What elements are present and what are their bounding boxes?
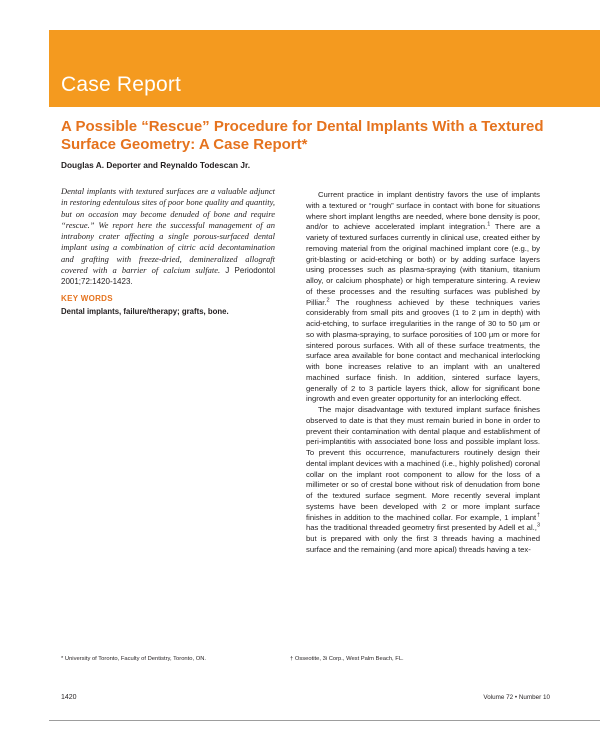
body-paragraph-2 [306, 405, 540, 556]
reference-mark: 2 [326, 296, 330, 303]
footnote-product [290, 656, 540, 662]
body-text: The major disadvantage with textured implant surface finishes observed to date is that they must remain buried in bone in order to prevent their contamination with dental plaque and establishment of peri-implantitis with associated bone loss and possible implant loss. To prevent this occurrence, manufacturers routinely design their dental implant devices with a machined (i.e., highly polished) coronal collar on the implant root component to allow for the loss of a millimeter or so of crestal bone without risk of denudation from bone of the textured surface segment. More recently several implant systems have been developed with 2 or more implant surface finishes in addition to the machined collar. For example, 1 implant [306, 405, 540, 522]
footnote-mark: † [290, 656, 294, 662]
body-text: Current practice in implant dentistry favors the use of implants with a textured or “rough” surface in contact with bone for situations where short implant lengths are needed, where bone density is poor, and/or to achieve accelerated implant integration. [306, 190, 540, 232]
author-names: Douglas A. Deporter and Reynaldo Todescan Jr. [61, 160, 251, 170]
reference-mark: 1 [487, 221, 491, 228]
body-text: The roughness achieved by these techniques varies considerably from small pits and grooves (1 to 2 µm in depth) with acid-etching, to surface irregularities in the range of 30 to 50 µm or so with plasma-spraying, to surface porosities of 100 µm or more for sintered porous surfaces. With all of these surface treatments, the surface area available for bone contact and mechanical interlocking with bone increases relative to an implant with an unaltered machined surface finish. In addition, sintered surface layers, generally of 2 to 3 particle layers thick, allow for significant bone ingrowth and even greater opportunity for an interlocking effect. [306, 297, 540, 404]
keywords: Dental implants, failure/therapy; grafts, bone. [61, 306, 229, 316]
footnote-text: Osseotite, 3i Corp., West Palm Beach, FL. [294, 656, 404, 662]
footnote-affiliation [61, 656, 294, 662]
body-text: but is prepared with only the first 3 threads having a machined surface and the remaining (and more apical) threads having a tex- [306, 534, 540, 554]
abstract-text: Dental implants with textured surfaces are a valuable adjunct in restoring edentulous sites of poor bone quality and quantity, but on occasion may become denuded of bone and require “rescue.” We report here the successful management of an intrabony crater affecting a single porous-surfaced dental implant using a combination of citric acid decontamination and grafting with freeze-dried, demineralized allograft covered with a barrier of calcium sulfate. [61, 186, 275, 276]
body-text: has the traditional threaded geometry first presented by Adell et al., [306, 523, 537, 533]
footnote-mark: † [536, 511, 540, 518]
body-text: There are a variety of textured surfaces currently in clinical use, created either by removing material from the original machined implant core (e.g., by grit-blasting or acid-etching or both) or by adding surface layers using processes such as plasma-spraying (with titanium, titanium alloy, or calcium phosphate) or high temperature sintering. A review of these processes and the resulting surfaces was published by Pilliar. [306, 222, 540, 307]
footnote-mark: * [61, 656, 64, 662]
footer-rule [49, 720, 600, 721]
journal-info: Volume 72 • Number 10 [483, 694, 550, 701]
article-title: A Possible “Rescue” Procedure for Dental Implants With a Textured Surface Geometry: A Case Report* [61, 118, 544, 153]
body-paragraph-1 [306, 190, 540, 405]
citation: J Periodontol 2001;72:1420-1423. [61, 266, 276, 287]
page-number: 1420 [61, 694, 77, 701]
footnote-text: University of Toronto, Faculty of Dentistry, Toronto, ON. [64, 656, 207, 662]
body-column [306, 190, 540, 556]
authors [61, 160, 250, 170]
section-label: Case Report [61, 73, 182, 96]
abstract [61, 186, 275, 288]
reference-mark: 3 [536, 522, 540, 529]
keywords-heading: KEY WORDS [61, 293, 113, 303]
abstract-column [61, 186, 275, 317]
